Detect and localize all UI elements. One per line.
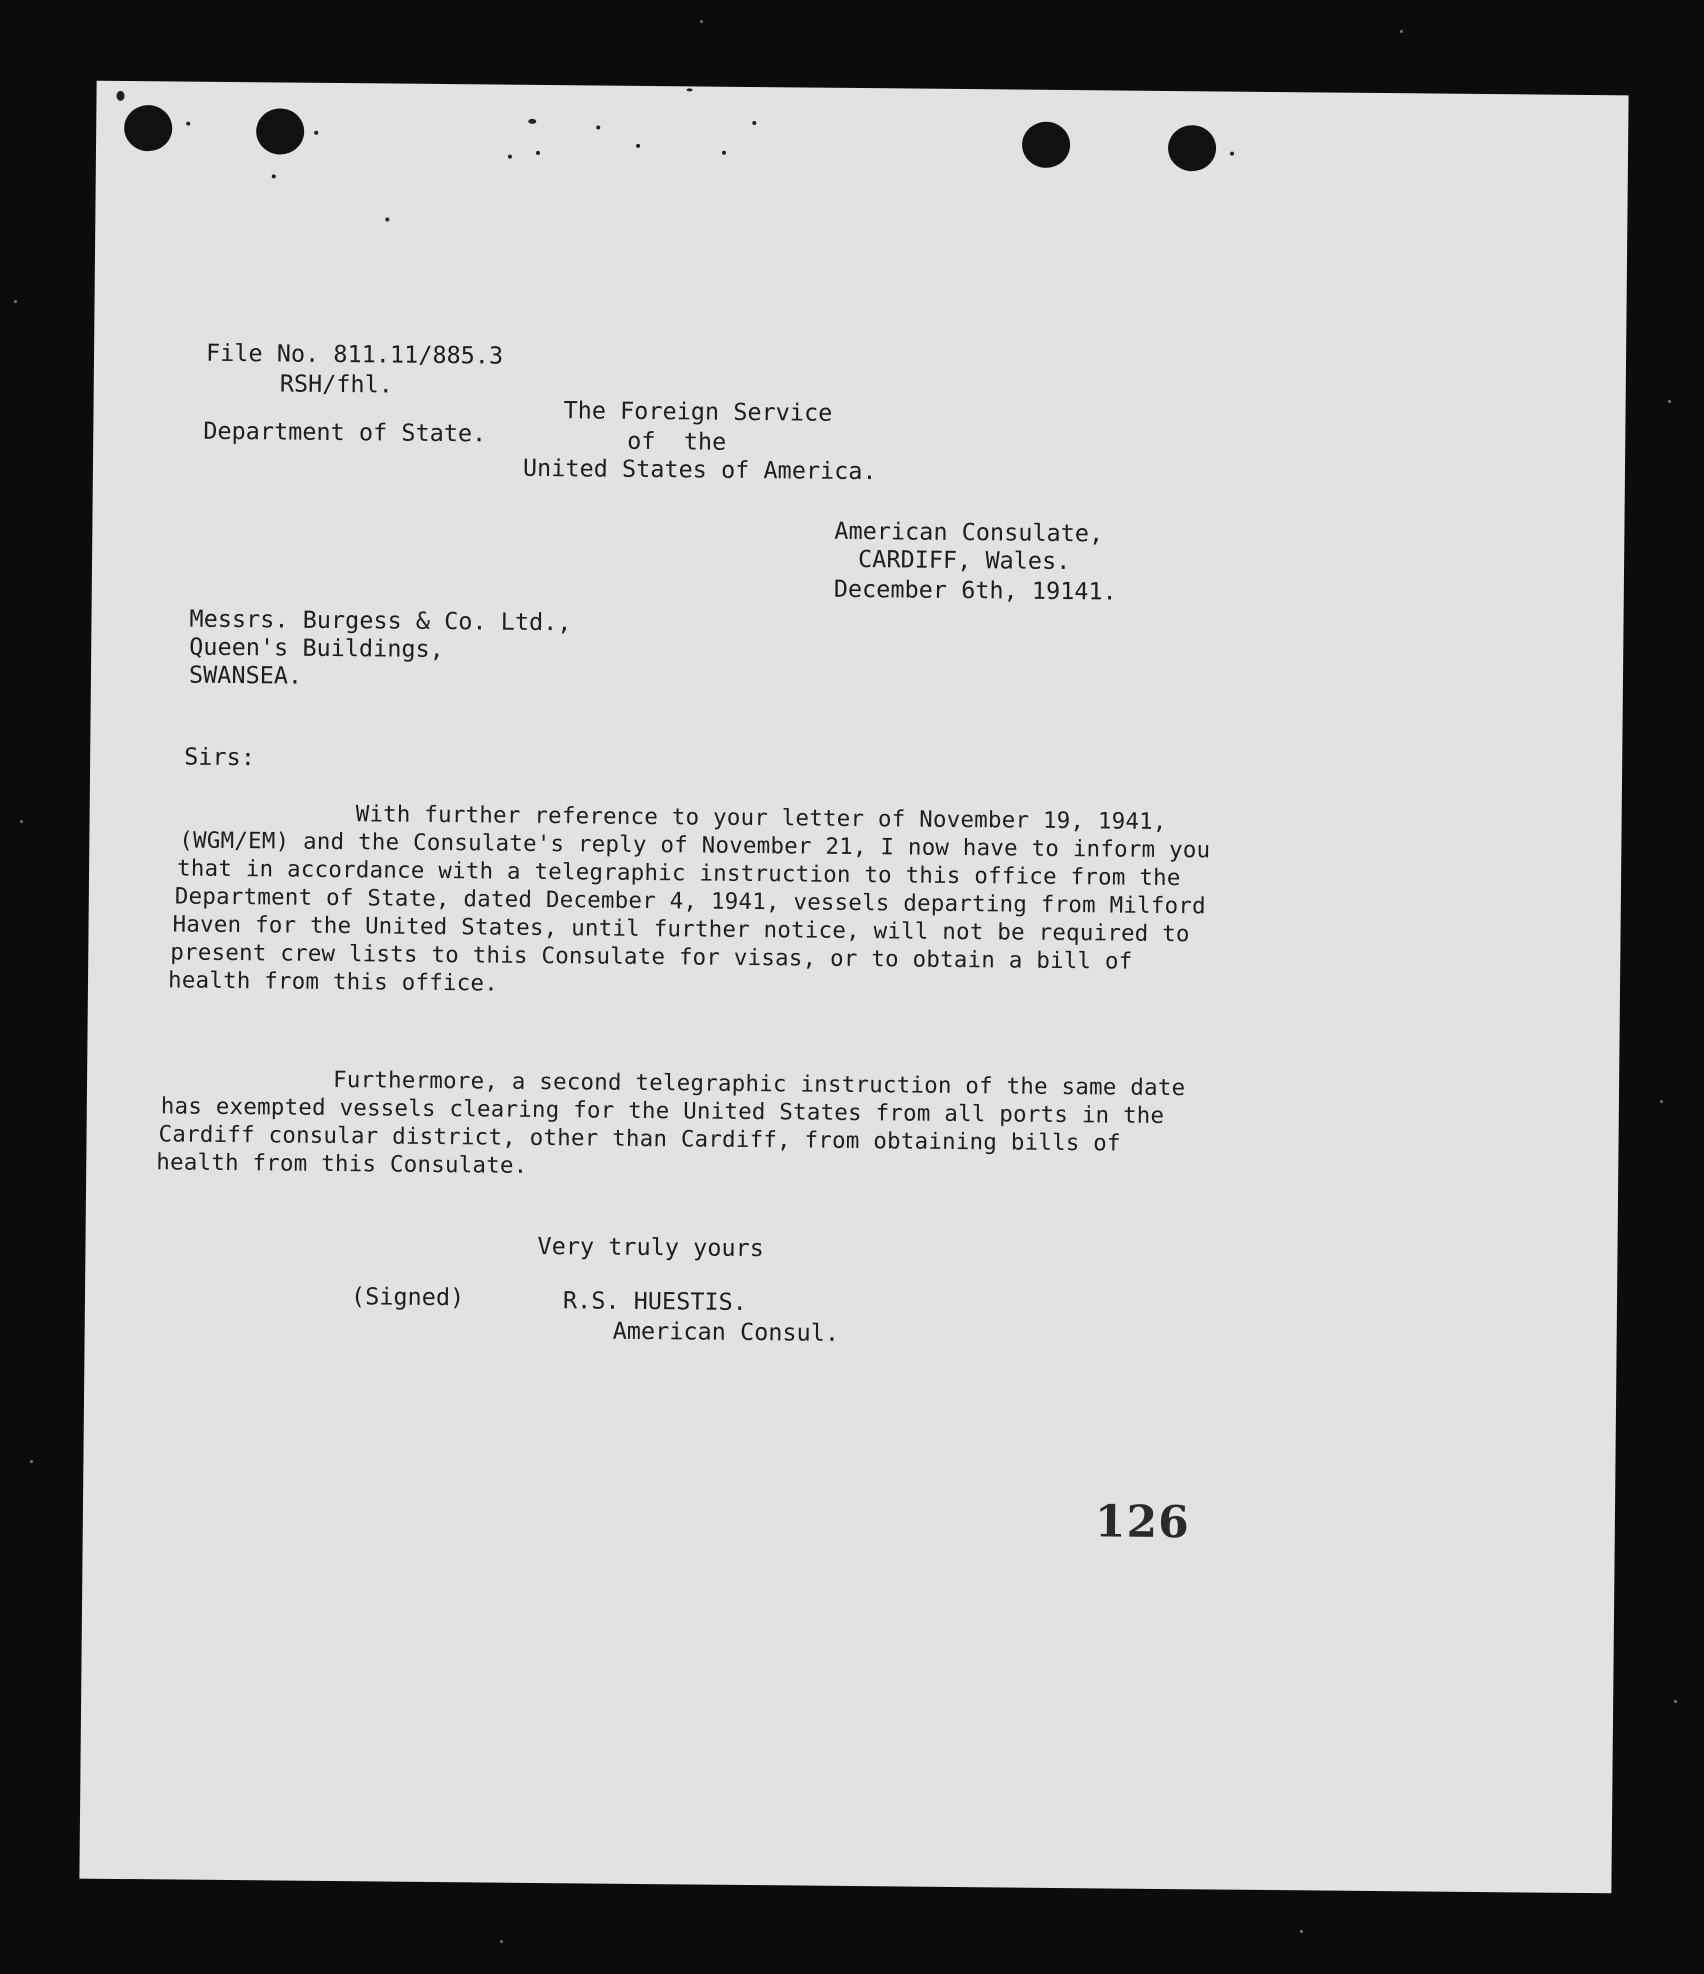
border-speck [500,1940,503,1943]
speck [314,131,318,135]
speck [116,91,124,101]
speck [272,174,276,178]
speck [636,144,640,148]
paragraph-line: Furthermore, a second telegraphic instruction of the same date [332,1067,1186,1102]
department-line: Department of State. [203,416,487,448]
border-speck [1300,1930,1303,1933]
speck [752,121,756,125]
punch-hole [1168,125,1216,171]
speck [1230,152,1234,156]
file-number: File No. 811.11/885.3 [205,338,504,370]
speck [385,217,389,221]
signer-title: American Consul. [612,1316,840,1347]
paragraph-line: present crew lists to this Consulate for visas, or to obtain a bill of [170,939,1133,975]
signer-name: R.S. HUESTIS. [562,1286,748,1316]
paragraph-line: health from this office. [167,967,499,997]
border-speck [14,300,17,303]
speck [186,122,190,126]
sender-line: CARDIFF, Wales. [857,545,1071,576]
border-speck [1674,1700,1677,1703]
border-speck [30,1460,33,1463]
speck [508,155,512,159]
paragraph-line: Cardiff consular district, other than Cardiff, from obtaining bills of [158,1121,1121,1157]
paragraph-line: health from this Consulate. [156,1149,528,1179]
speck [528,119,536,124]
border-speck [1660,1100,1663,1103]
speck [722,151,726,155]
paragraph-line: has exempted vessels clearing for the United States from all ports in the [160,1093,1165,1129]
paragraph-line: that in accordance with a telegraphic instruction to this office from the [176,855,1181,892]
speck [596,125,600,129]
paragraph-line: (WGM/EM) and the Consulate's reply of November 21, I now have to inform you [179,827,1211,864]
salutation: Sirs: [184,742,256,772]
addressee-line: SWANSEA. [188,660,303,690]
signed-label: (Signed) [350,1282,465,1312]
paragraph-line: Haven for the United States, until further notice, will not be required to [172,911,1190,948]
sender-line: American Consulate, [834,516,1104,548]
border-speck [1668,400,1671,403]
border-speck [700,20,703,23]
punch-hole [256,108,304,154]
punch-hole [1022,122,1070,168]
addressee-line: Queen's Buildings, [189,632,445,664]
border-speck [20,820,23,823]
heading-line: The Foreign Service [563,396,833,427]
letter-sheet [79,81,1628,1894]
typist-initials: RSH/fhl. [279,369,394,399]
heading-line: of the [627,426,727,456]
paragraph-line: With further reference to your letter of November 19, 1941, [355,801,1167,835]
paragraph-line: Department of State, dated December 4, 1941, vessels departing from Milford [174,883,1206,920]
sender-line: December 6th, 19141. [833,574,1117,606]
speck [687,88,693,91]
addressee-line: Messrs. Burgess & Co. Ltd., [189,604,572,637]
punch-hole [124,105,172,151]
page-number-stamp: 126 [1094,1496,1190,1549]
heading-line: United States of America. [522,453,877,486]
speck [536,151,540,155]
closing: Very truly yours [537,1231,764,1263]
border-speck [1400,30,1403,33]
